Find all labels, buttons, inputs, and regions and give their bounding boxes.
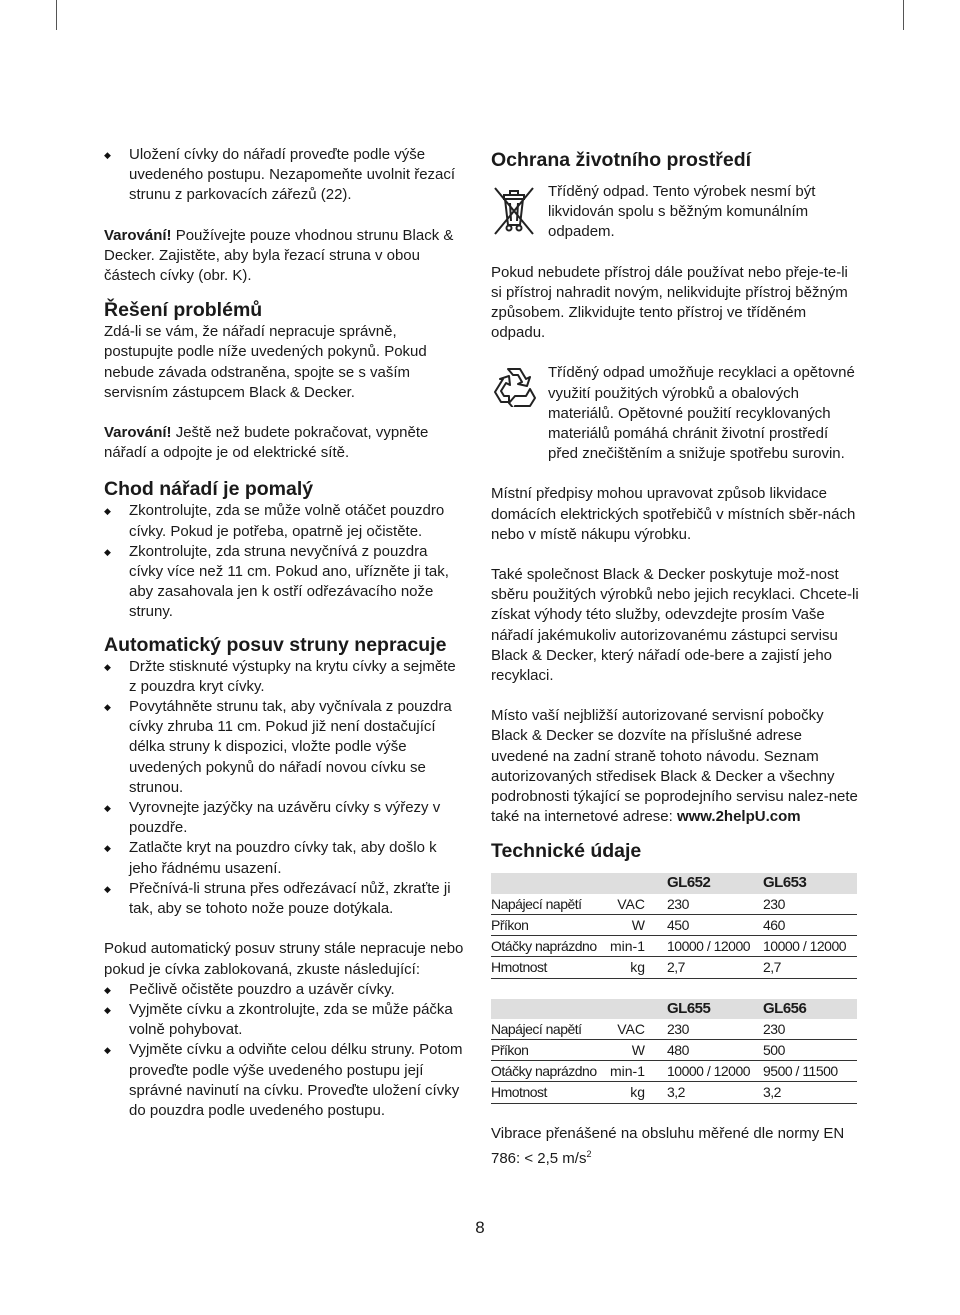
list-item: ◆ Vyrovnejte jazýčky na uzávěru cívky s výřezy v pouzdře. bbox=[104, 798, 464, 838]
page-number: 8 bbox=[475, 1218, 485, 1237]
row-label: Napájecí napětí bbox=[491, 1019, 599, 1040]
spec-table-1 bbox=[491, 873, 857, 978]
model-label: GL655 bbox=[667, 999, 763, 1019]
row-unit: VAC bbox=[599, 894, 667, 915]
warning-text: Ještě než budete pokračovat, vypněte nářadí a odpojte je od elektrické sítě. bbox=[104, 424, 429, 462]
warning-label: Varování! bbox=[104, 424, 172, 442]
autofeed-paragraph: Pokud automatický posuv struny stále nepracuje nebo pokud je cívka zablokovaná, zkuste následující: bbox=[104, 940, 464, 978]
row-value: 9500 / 11500 bbox=[763, 1061, 857, 1082]
row-value: 2,7 bbox=[763, 957, 857, 978]
row-value: 450 bbox=[667, 914, 763, 935]
row-value: 10000 / 12000 bbox=[667, 936, 763, 957]
list-item: ◆ Přečnívá-li struna přes odřezávací nůž, zkraťte ji tak, aby se tohoto nože pouze dotýkala. bbox=[104, 879, 464, 919]
warning-text: Používejte pouze vhodnou strunu Black & Decker. Zajistěte, aby byla řezací struna v obou částech cívky (obr. K). bbox=[104, 226, 454, 285]
row-unit: min-1 bbox=[599, 936, 667, 957]
table-row bbox=[491, 1019, 857, 1040]
model-label: GL652 bbox=[667, 873, 763, 893]
table-row bbox=[491, 936, 857, 957]
warning-label: Varování! bbox=[104, 226, 172, 244]
troubleshooting-text: Zdá-li se vám, že nářadí nepracuje správně, postupujte podle níže uvedených pokynů. Pokud nebude závada odstraněna, spojte se s vaším servisním zástupcem Black & Decker. bbox=[104, 323, 427, 401]
table-header-row bbox=[491, 873, 857, 893]
row-label: Příkon bbox=[491, 914, 599, 935]
row-label: Napájecí napětí bbox=[491, 894, 599, 915]
spec-table-2 bbox=[491, 999, 857, 1104]
list-item: ◆ Zkontrolujte, zda struna nevyčnívá z pouzdra cívky více než 11 cm. Pokud ano, uřízněte ji tak, aby zasahovala jen k ostří odřezávacího nože struny. bbox=[104, 542, 464, 623]
row-label: Hmotnost bbox=[491, 1082, 599, 1103]
left-column bbox=[104, 145, 464, 1121]
vibration-superscript: 2 bbox=[586, 1148, 592, 1159]
table-row bbox=[491, 957, 857, 978]
row-value: 10000 / 12000 bbox=[667, 1061, 763, 1082]
row-value: 10000 / 12000 bbox=[763, 936, 857, 957]
list-item: ◆ Vyjměte cívku a zkontrolujte, zda se může páčka volně pohybovat. bbox=[104, 1000, 464, 1040]
table-row bbox=[491, 1082, 857, 1103]
row-value: 460 bbox=[763, 914, 857, 935]
intro-list bbox=[104, 145, 464, 206]
row-label: Otáčky naprázdno bbox=[491, 1061, 599, 1082]
troubleshooting-heading: Řešení problémů bbox=[104, 299, 263, 322]
list-item: ◆ Uložení cívky do nářadí proveďte podle výše uvedeného postupu. Nezapomeňte uvolnit řezací strunu z parkovacích zářezů (22). bbox=[104, 145, 464, 206]
row-value: 3,2 bbox=[667, 1082, 763, 1103]
table-row bbox=[491, 1039, 857, 1060]
vibration-text: Vibrace přenášené na obsluhu měřené dle normy EN 786: < 2,5 m/s bbox=[491, 1124, 845, 1167]
row-value: 480 bbox=[667, 1039, 763, 1060]
list-item: ◆ Povytáhněte strunu tak, aby vyčnívala z pouzdra cívky zhruba 11 cm. Pokud již není dostačující délka struny k dispozici, vložte podle výše uvedených pokynů do nářadí novou cívku se strunou. bbox=[104, 697, 464, 798]
env-paragraph-3: Také společnost Black & Decker poskytuje mož-nost sběru použitých výrobků nebo jejich recyklaci. Chcete-li získat výhody této služby, odevzdejte prosím Vaše nářadí jakémukoliv autorizovanému zástupci servisu Black & Decker, který nářadí ode-bere a zajistí jeho recyklaci. bbox=[491, 566, 859, 685]
warning-paragraph-2 bbox=[104, 423, 464, 463]
row-value: 230 bbox=[763, 1019, 857, 1040]
table-header-row bbox=[491, 999, 857, 1019]
row-unit: kg bbox=[599, 1082, 667, 1103]
table-row bbox=[491, 894, 857, 915]
slow-list bbox=[104, 501, 464, 622]
row-unit: W bbox=[599, 1039, 667, 1060]
list-item: ◆ Držte stisknuté výstupky na krytu cívky a sejměte z pouzdra kryt cívky. bbox=[104, 657, 464, 697]
waste-text: Tříděný odpad. Tento výrobek nesmí být likvidován spolu s běžným komunálním odpadem. bbox=[548, 183, 816, 241]
row-value: 2,7 bbox=[667, 957, 763, 978]
env-paragraph-2: Místní předpisy mohou upravovat způsob likvidace domácích elektrických spotřebičů v místních sběr-nách nebo v místě nákupu výrobku. bbox=[491, 485, 856, 543]
env-paragraph-4-text: Místo vaší nejbližší autorizované servisní pobočky Black & Decker se dozvíte na příslušné adrese uvedené na zadní straně tohoto návodu. Seznam autorizovaných středisek Black & Decker a všechny podrobnosti týkající se poprodejního servisu nalez-nete také na internetové adrese: bbox=[491, 707, 858, 826]
table-row bbox=[491, 1061, 857, 1082]
row-unit: W bbox=[599, 914, 667, 935]
tech-heading: Technické údaje bbox=[491, 840, 642, 863]
list-item: ◆ Zkontrolujte, zda se může volně otáčet pouzdro cívky. Pokud je potřeba, opatrně jej očistěte. bbox=[104, 501, 464, 541]
model-label: GL653 bbox=[763, 873, 857, 893]
slow-heading: Chod nářadí je pomalý bbox=[104, 478, 314, 501]
recycling-row bbox=[491, 363, 861, 464]
row-value: 230 bbox=[667, 894, 763, 915]
environment-heading: Ochrana životního prostředí bbox=[491, 149, 752, 171]
list-item: ◆ Zatlačte kryt na pouzdro cívky tak, aby došlo k jeho řádnému usazení. bbox=[104, 838, 464, 878]
crop-mark-left bbox=[56, 0, 57, 30]
vibration-note bbox=[491, 1124, 861, 1169]
autofeed-heading: Automatický posuv struny nepracuje bbox=[104, 633, 447, 656]
recycle-icon bbox=[491, 365, 537, 413]
recycling-text: Tříděný odpad umožňuje recyklaci a opětovné využití použitých výrobků a obalových materiálů. Opětovné použití recyklovaných materiálů pomáhá chránit životní prostředí před znečištěním a snižuje spotřebu surovin. bbox=[548, 364, 855, 463]
crop-mark-right bbox=[903, 0, 904, 30]
env-paragraph-4 bbox=[491, 706, 861, 827]
row-unit: VAC bbox=[599, 1019, 667, 1040]
row-unit: kg bbox=[599, 957, 667, 978]
env-paragraph-1: Pokud nebudete přístroj dále používat nebo přeje-te-li si přístroj nahradit novým, nelikvidujte přístroj běžným způsobem. Zlikvidujte tento přístroj ve tříděném odpadu. bbox=[491, 263, 848, 342]
autofeed-list bbox=[104, 657, 464, 920]
row-value: 230 bbox=[667, 1019, 763, 1040]
list-item: ◆ Vyjměte cívku a odviňte celou délku struny. Potom proveďte podle výše uvedeného postupu její správné navinutí na cívku. Proveďte uložení cívky do pouzdra podle uvedeného postupu. bbox=[104, 1040, 464, 1121]
waste-bin-row bbox=[491, 182, 861, 243]
row-label: Příkon bbox=[491, 1039, 599, 1060]
website-link[interactable]: www.2helpU.com bbox=[676, 808, 801, 826]
row-label: Otáčky naprázdno bbox=[491, 936, 599, 957]
row-value: 3,2 bbox=[763, 1082, 857, 1103]
list-item: ◆ Pečlivě očistěte pouzdro a uzávěr cívky. bbox=[104, 980, 464, 1000]
row-label: Hmotnost bbox=[491, 957, 599, 978]
right-column bbox=[491, 145, 861, 1169]
autofeed-list-2 bbox=[104, 980, 464, 1121]
model-label: GL656 bbox=[763, 999, 857, 1019]
row-value: 230 bbox=[763, 894, 857, 915]
crossed-bin-icon bbox=[491, 184, 537, 244]
row-value: 500 bbox=[763, 1039, 857, 1060]
row-unit: min-1 bbox=[599, 1061, 667, 1082]
table-row bbox=[491, 914, 857, 935]
warning-paragraph bbox=[104, 226, 464, 287]
